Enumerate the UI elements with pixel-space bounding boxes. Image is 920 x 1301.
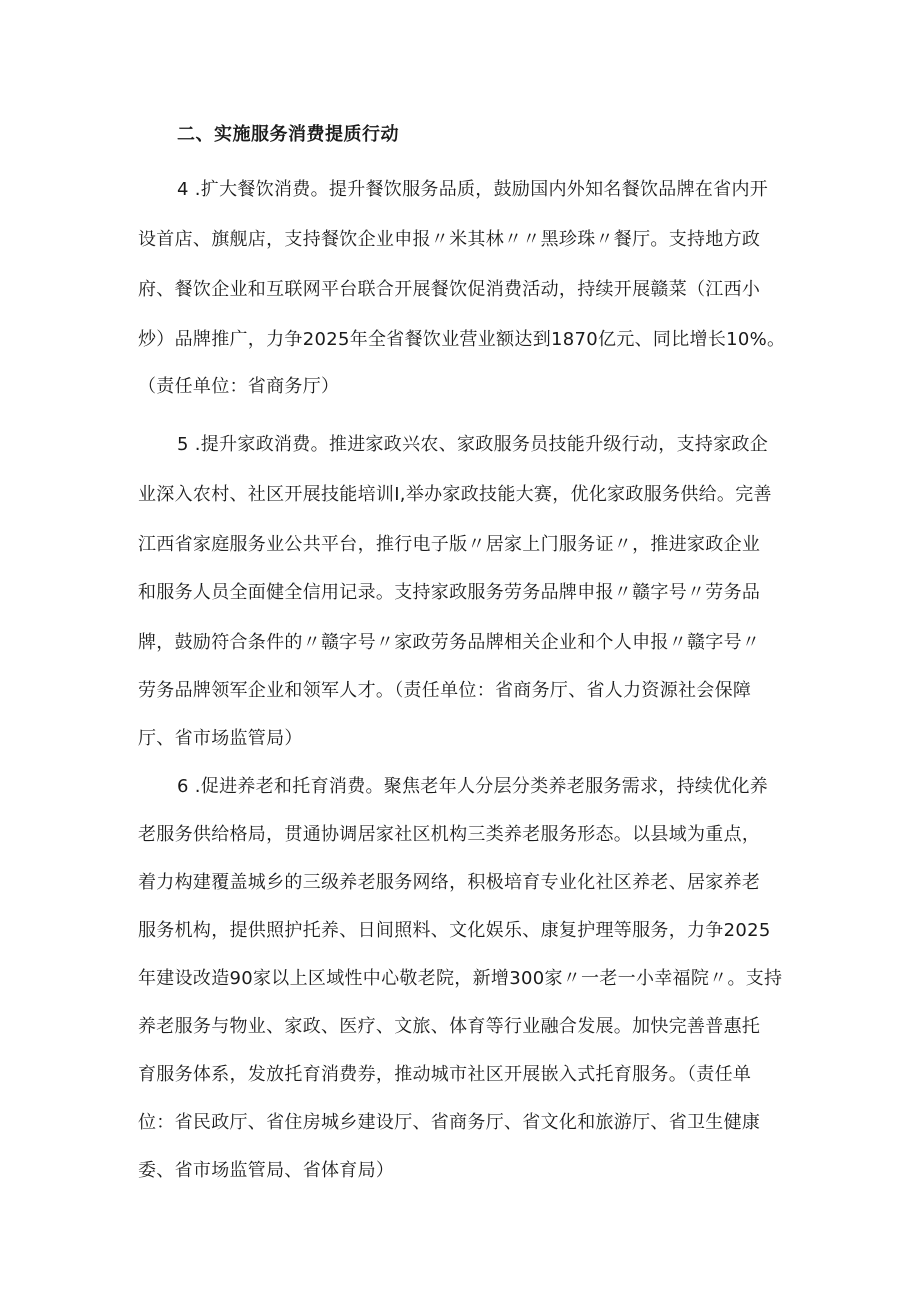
paragraph-6-line: 老服务供给格局，贯通协调居家社区机构三类养老服务形态。以县域为重点， <box>138 824 761 845</box>
paragraph-5-line: 劳务品牌领军企业和领军人才。（责任单位：省商务厅、省人力资源社会保障 <box>138 680 752 701</box>
paragraph-6-line: 着力构建覆盖城乡的三级养老服务网络，积极培育专业化社区养老、居家养老 <box>138 872 761 893</box>
paragraph-5-line: 业深入农村、社区开展技能培训I,举办家政技能大赛，优化家政服务供给。完善 <box>138 484 772 505</box>
paragraph-6-line: 委、省市场监管局、省体育局） <box>138 1160 395 1181</box>
paragraph-6-line: 6 .促进养老和托育消费。聚焦老年人分层分类养老服务需求，持续优化养 <box>177 776 769 797</box>
paragraph-5-line: 5 .提升家政消费。推进家政兴农、家政服务员技能升级行动，支持家政企 <box>177 434 769 455</box>
paragraph-5-line: 牌，鼓励符合条件的〃赣字号〃家政劳务品牌相关企业和个人申报〃赣字号〃 <box>138 632 761 653</box>
paragraph-5-line: 厅、省市场监管局） <box>138 728 303 749</box>
paragraph-6-line: 位：省民政厅、省住房城乡建设厅、省商务厅、省文化和旅游厅、省卫生健康 <box>138 1112 761 1133</box>
paragraph-5-line: 和服务人员全面健全信用记录。支持家政服务劳务品牌申报〃赣字号〃劳务品 <box>138 582 761 603</box>
paragraph-4-line: 4 .扩大餐饮消费。提升餐饮服务品质，鼓励国内外知名餐饮品牌在省内开 <box>177 179 769 200</box>
paragraph-4-line: 设首店、旗舰店，支持餐饮企业申报〃米其林〃〃黑珍珠〃餐厅。支持地方政 <box>138 229 761 250</box>
paragraph-5-line: 江西省家庭服务业公共平台，推行电子版〃居家上门服务证〃，推进家政企业 <box>138 534 761 555</box>
paragraph-6-line: 服务机构，提供照护托养、日间照料、文化娱乐、康复护理等服务，力争2025 <box>138 920 771 941</box>
paragraph-6-line: 年建设改造90家以上区域性中心敬老院，新增300家〃一老一小幸福院〃。支持 <box>138 968 783 989</box>
paragraph-4-line: 炒）品牌推广，力争2025年全省餐饮业营业额达到1870亿元、同比增长10%。 <box>138 329 786 350</box>
paragraph-6-line: 育服务体系，发放托育消费券，推动城市社区开展嵌入式托育服务。（责任单 <box>138 1064 752 1085</box>
paragraph-4-line: 府、餐饮企业和互联网平台联合开展餐饮促消费活动，持续开展赣菜（江西小 <box>138 279 761 300</box>
paragraph-4-line: （责任单位：省商务厅） <box>138 376 340 397</box>
paragraph-6-line: 养老服务与物业、家政、医疗、文旅、体育等行业融合发展。加快完善普惠托 <box>138 1016 761 1037</box>
section-heading: 二、实施服务消费提质行动 <box>177 124 399 145</box>
